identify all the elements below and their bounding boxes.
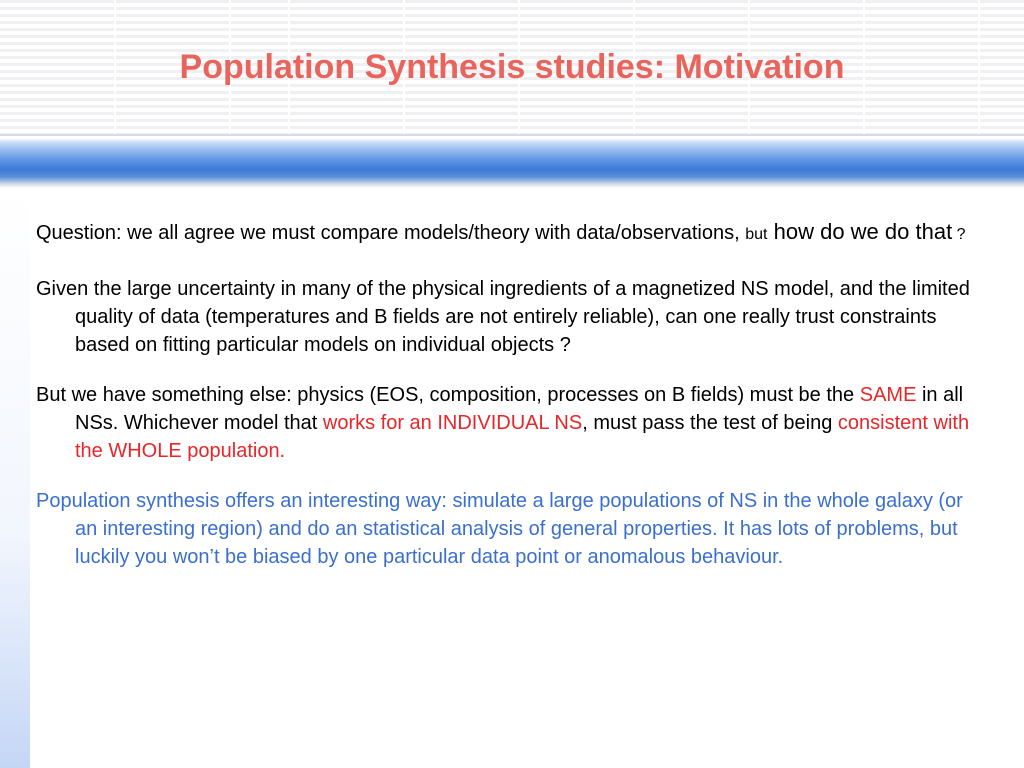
slide-body [36,218,976,593]
paragraph-physics [36,381,976,465]
question-but: but [745,226,768,243]
physics-whole: consistent with the WHOLE population. [75,412,970,462]
uncertainty-text: Given the large uncertainty in many of the physical ingredients of a magnetized NS model, and the limited quality of data (temperatures and B fields are not entirely reliable), can one really trust constraints based on fitting particular models on individual objects ? [36,278,970,356]
question-how: how do we do that [767,219,953,244]
physics-individual: works for an INDIVIDUAL NS [322,412,583,434]
physics-text-1: But we have something else: physics (EOS, composition, processes on B fields) must be the [36,384,860,406]
question-text: Question: we all agree we must compare models/theory with data/observations, [36,222,746,244]
slide-title: Population Synthesis studies: Motivation [179,48,845,86]
title-band-shadow [0,182,1024,188]
title-band [0,138,1024,182]
physics-text-3: , must pass the test of being [582,412,838,434]
header-rule [0,134,1024,136]
left-edge-glow [0,188,30,768]
question-mark: ? [952,226,966,243]
paragraph-uncertainty [36,275,976,359]
physics-same: SAME [859,384,917,406]
paragraph-population-synthesis [36,487,976,571]
population-synthesis-text: Population synthesis offers an interesting way: simulate a large populations of NS in the whole galaxy (or an interesting region) and do an statistical analysis of general properties. It has lots of problems, but luckily you won’t be biased by one particular data point or anomalous behaviour. [36,490,963,568]
physics-text-2: in all NSs. Whichever model that [75,384,964,434]
paragraph-question [36,218,976,249]
